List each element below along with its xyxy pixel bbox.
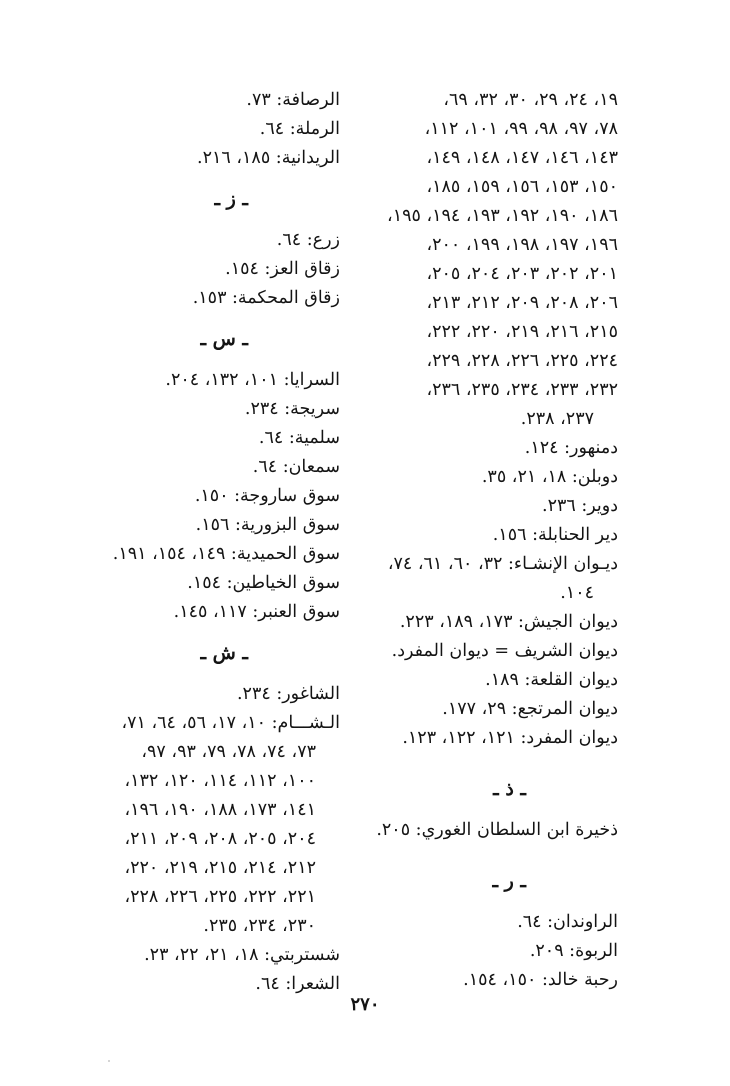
index-entry: دوبلن: ١٨، ٢١، ٣٥. (481, 467, 618, 487)
index-entry: ديوان الشريف = ديوان المفرد. (391, 641, 618, 661)
index-entry: ديـوان الإنشـاء: ٣٢، ٦٠، ٦١، ٧٤، (387, 554, 618, 574)
index-entry: سريجة: ٢٣٤. (244, 399, 340, 419)
index-entry: الـشـــام: ١٠، ١٧، ٥٦، ٦٤، ٧١، (121, 713, 340, 733)
index-line: ٢٢٤، ٢٢٥، ٢٢٦، ٢٢٨، ٢٢٩، (426, 351, 618, 371)
index-entry: ديوان الجيش: ١٧٣، ١٨٩، ٢٢٣. (399, 612, 618, 632)
left-column (50, 86, 340, 999)
index-entry: دوير: ٢٣٦. (541, 496, 618, 516)
index-entry-continuation: ١٠٤. (560, 583, 594, 603)
index-entry: الشعرا: ٦٤. (255, 974, 340, 994)
index-entry: السرايا: ١٠١، ١٣٢، ٢٠٤. (165, 370, 340, 390)
index-entry-continuation: ١٠٠، ١١٢، ١١٤، ١٢٠، ١٣٢، (124, 771, 316, 791)
index-entry-continuation: ٢١٢، ٢١٤، ٢١٥، ٢١٩، ٢٢٠، (124, 858, 316, 878)
index-entry: الريدانية: ١٨٥، ٢١٦. (197, 148, 340, 168)
index-entry: زرع: ٦٤. (276, 230, 340, 250)
index-line: ١٩، ٢٤، ٢٩، ٣٠، ٣٢، ٦٩، (443, 90, 618, 110)
index-entry: الشاغور: ٢٣٤. (236, 684, 340, 704)
index-line: ٢٣٢، ٢٣٣، ٢٣٤، ٢٣٥، ٢٣٦، (426, 380, 618, 400)
letter-heading-sin: ـ س ـ (200, 328, 248, 350)
index-entry: الربوة: ٢٠٩. (529, 941, 618, 961)
index-entry-continuation: ٢٣٠، ٢٣٤، ٢٣٥. (203, 916, 316, 936)
index-entry: شستربتي: ١٨، ٢١، ٢٢، ٢٣. (144, 945, 340, 965)
letter-heading-shin: ـ ش ـ (200, 642, 248, 664)
index-entry: الراوندان: ٦٤. (517, 912, 618, 932)
letter-heading-ra: ـ ر ـ (492, 870, 526, 892)
index-entry: الرصافة: ٧٣. (246, 90, 340, 110)
index-entry: ديوان المرتجع: ٢٩، ١٧٧. (442, 699, 618, 719)
index-line: ٢٣٧، ٢٣٨. (520, 409, 594, 429)
letter-heading-dhal: ـ ذ ـ (493, 778, 526, 800)
index-entry: الرملة: ٦٤. (259, 119, 340, 139)
index-entry-continuation: ٢٢١، ٢٢٢، ٢٢٥، ٢٢٦، ٢٢٨، (124, 887, 316, 907)
index-entry: سمعان: ٦٤. (252, 457, 340, 477)
index-entry: ديوان القلعة: ١٨٩. (485, 670, 618, 690)
index-line: ٢٠١، ٢٠٢، ٢٠٣، ٢٠٤، ٢٠٥، (426, 264, 618, 284)
index-entry: ذخيرة ابن السلطان الغوري: ٢٠٥. (376, 820, 618, 840)
index-entry: دمنهور: ١٢٤. (524, 438, 618, 458)
index-line: ١٥٠، ١٥٣، ١٥٦، ١٥٩، ١٨٥، (426, 177, 618, 197)
index-entry: سوق الخياطين: ١٥٤. (187, 573, 340, 593)
index-line: ٢١٥، ٢١٦، ٢١٩، ٢٢٠، ٢٢٢، (426, 322, 618, 342)
index-line: ١٩٦، ١٩٧، ١٩٨، ١٩٩، ٢٠٠، (426, 235, 618, 255)
index-entry: سلمية: ٦٤. (258, 428, 340, 448)
index-entry-continuation: ٧٣، ٧٤، ٧٨، ٧٩، ٩٣، ٩٧، (141, 742, 316, 762)
index-entry: سوق ساروجة: ١٥٠. (194, 486, 340, 506)
index-entry: دير الحنابلة: ١٥٦. (492, 525, 618, 545)
letter-heading-zay: ـ ز ـ (214, 188, 248, 210)
index-entry: ديوان المفرد: ١٢١، ١٢٢، ١٢٣. (402, 728, 618, 748)
index-line: ٧٨، ٩٧، ٩٨، ٩٩، ١٠١، ١١٢، (424, 119, 618, 139)
index-entry: زقاق العز: ١٥٤. (225, 259, 340, 279)
index-line: ١٤٣، ١٤٦، ١٤٧، ١٤٨، ١٤٩، (426, 148, 618, 168)
right-column (348, 86, 618, 995)
index-entry-continuation: ١٤١، ١٧٣، ١٨٨، ١٩٠، ١٩٦، (124, 800, 316, 820)
index-entry: سوق العنبر: ١١٧، ١٤٥. (173, 602, 340, 622)
page-number: ٢٧٠ (350, 994, 380, 1015)
index-entry: سوق الحميدية: ١٤٩، ١٥٤، ١٩١. (112, 544, 340, 564)
index-entry: زقاق المحكمة: ١٥٣. (192, 288, 340, 308)
scan-speck (108, 1060, 110, 1062)
index-entry-continuation: ٢٠٤، ٢٠٥، ٢٠٨، ٢٠٩، ٢١١، (124, 829, 316, 849)
index-line: ١٨٦، ١٩٠، ١٩٢، ١٩٣، ١٩٤، ١٩٥، (387, 206, 618, 226)
index-entry: رحبة خالد: ١٥٠، ١٥٤. (463, 970, 618, 990)
index-line: ٢٠٦، ٢٠٨، ٢٠٩، ٢١٢، ٢١٣، (426, 293, 618, 313)
index-entry: سوق البزورية: ١٥٦. (195, 515, 340, 535)
